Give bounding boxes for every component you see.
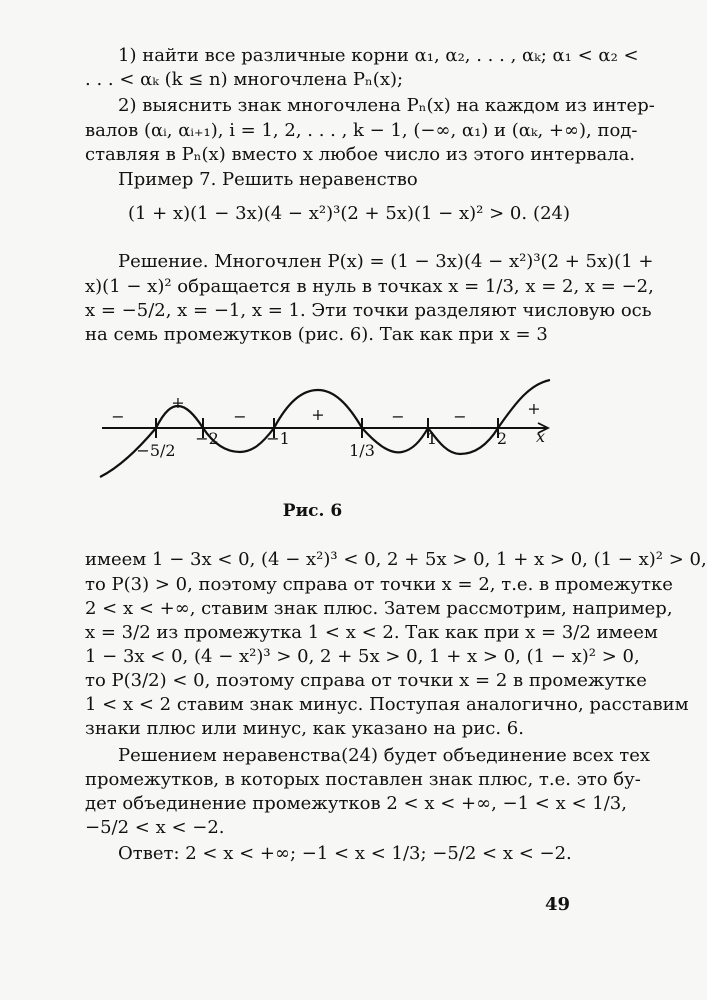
svg-text:−2: −2 bbox=[195, 429, 219, 448]
minus-sign: − bbox=[391, 407, 405, 426]
text-line: валов (αᵢ, αᵢ₊₁), i = 1, 2, . . . , k − 1, (−∞, α₁) и (αₖ, +∞), под- bbox=[85, 120, 638, 141]
answer-line: Ответ: 2 < x < +∞; −1 < x < 1/3; −5/2 < x < −2. bbox=[118, 843, 572, 864]
text-line: Решением неравенства(24) будет объединение всех тех bbox=[118, 745, 651, 766]
text-line: имеем 1 − 3x < 0, (4 − x²)³ < 0, 2 + 5x > 0, 1 + x > 0, (1 − x)² > 0, bbox=[85, 549, 707, 570]
svg-text:1/3: 1/3 bbox=[349, 441, 375, 460]
equation: (1 + x)(1 − 3x)(4 − x²)³(2 + 5x)(1 − x)² > 0. bbox=[127, 203, 528, 224]
text-line: 1 − 3x < 0, (4 − x²)³ > 0, 2 + 5x > 0, 1 + x > 0, (1 − x)² > 0, bbox=[85, 646, 640, 667]
svg-text:−5/2: −5/2 bbox=[136, 441, 176, 460]
text-line: −5/2 < x < −2. bbox=[85, 817, 225, 838]
sign-group bbox=[111, 393, 540, 426]
equation-number: (24) bbox=[533, 203, 570, 224]
plus-sign: + bbox=[311, 405, 325, 424]
root-label bbox=[195, 429, 219, 448]
example-label: Пример 7. Решить неравенство bbox=[118, 169, 418, 190]
text-line: 1) найти все различные корни α₁, α₂, . . . , αₖ; α₁ < α₂ < bbox=[118, 45, 639, 66]
minus-sign: − bbox=[453, 407, 467, 426]
root-label bbox=[349, 441, 375, 460]
root-label bbox=[497, 429, 507, 448]
text-line: Решение. Многочлен P(x) = (1 − 3x)(4 − x²)³(2 + 5x)(1 + bbox=[118, 251, 654, 272]
text-line: то P(3/2) < 0, поэтому справа от точки x = 2 в промежутке bbox=[85, 670, 647, 691]
text-line: промежутков, в которых поставлен знак плюс, т.е. это бу- bbox=[85, 769, 641, 790]
text-line: дет объединение промежутков 2 < x < +∞, −1 < x < 1/3, bbox=[85, 793, 627, 814]
text-line: знаки плюс или минус, как указано на рис. 6. bbox=[85, 718, 524, 739]
text-line: 1 < x < 2 ставим знак минус. Поступая аналогично, расставим bbox=[85, 694, 689, 715]
page-number: 49 bbox=[544, 894, 570, 915]
minus-sign: − bbox=[111, 407, 125, 426]
svg-text:2: 2 bbox=[496, 429, 508, 448]
root-label bbox=[427, 429, 437, 448]
root-label bbox=[266, 429, 290, 448]
text-line: ставляя в Pₙ(x) вместо x любое число из этого интервала. bbox=[85, 144, 636, 165]
svg-text:−1: −1 bbox=[266, 429, 290, 448]
plus-sign: + bbox=[171, 393, 185, 412]
plus-sign: + bbox=[527, 399, 541, 418]
text-line: 2 < x < +∞, ставим знак плюс. Затем рассмотрим, например, bbox=[85, 598, 673, 619]
point-label-group bbox=[136, 429, 507, 460]
text-line: 2) выяснить знак многочлена Pₙ(x) на каждом из интер- bbox=[118, 95, 655, 116]
text-line: на семь промежутков (рис. 6). Так как при x = 3 bbox=[85, 324, 548, 345]
svg-text:1: 1 bbox=[426, 429, 438, 448]
text-line: x)(1 − x)² обращается в нуль в точках x = 1/3, x = 2, x = −2, bbox=[85, 276, 654, 297]
figure-caption: Рис. 6 bbox=[282, 501, 343, 521]
text-line: то P(3) > 0, поэтому справа от точки x = 2, т.е. в промежутке bbox=[85, 574, 673, 595]
root-label bbox=[136, 441, 175, 460]
sign-chart-figure bbox=[90, 372, 570, 487]
minus-sign: − bbox=[233, 407, 247, 426]
text-line: x = −5/2, x = −1, x = 1. Эти точки разделяют числовую ось bbox=[85, 300, 652, 321]
equation-block bbox=[85, 203, 570, 224]
text-line: x = 3/2 из промежутка 1 < x < 2. Так как при x = 3/2 имеем bbox=[85, 622, 658, 643]
axis-label: x bbox=[536, 427, 546, 446]
text-line: . . . < αₖ (k ≤ n) многочлена Pₙ(x); bbox=[85, 69, 404, 90]
